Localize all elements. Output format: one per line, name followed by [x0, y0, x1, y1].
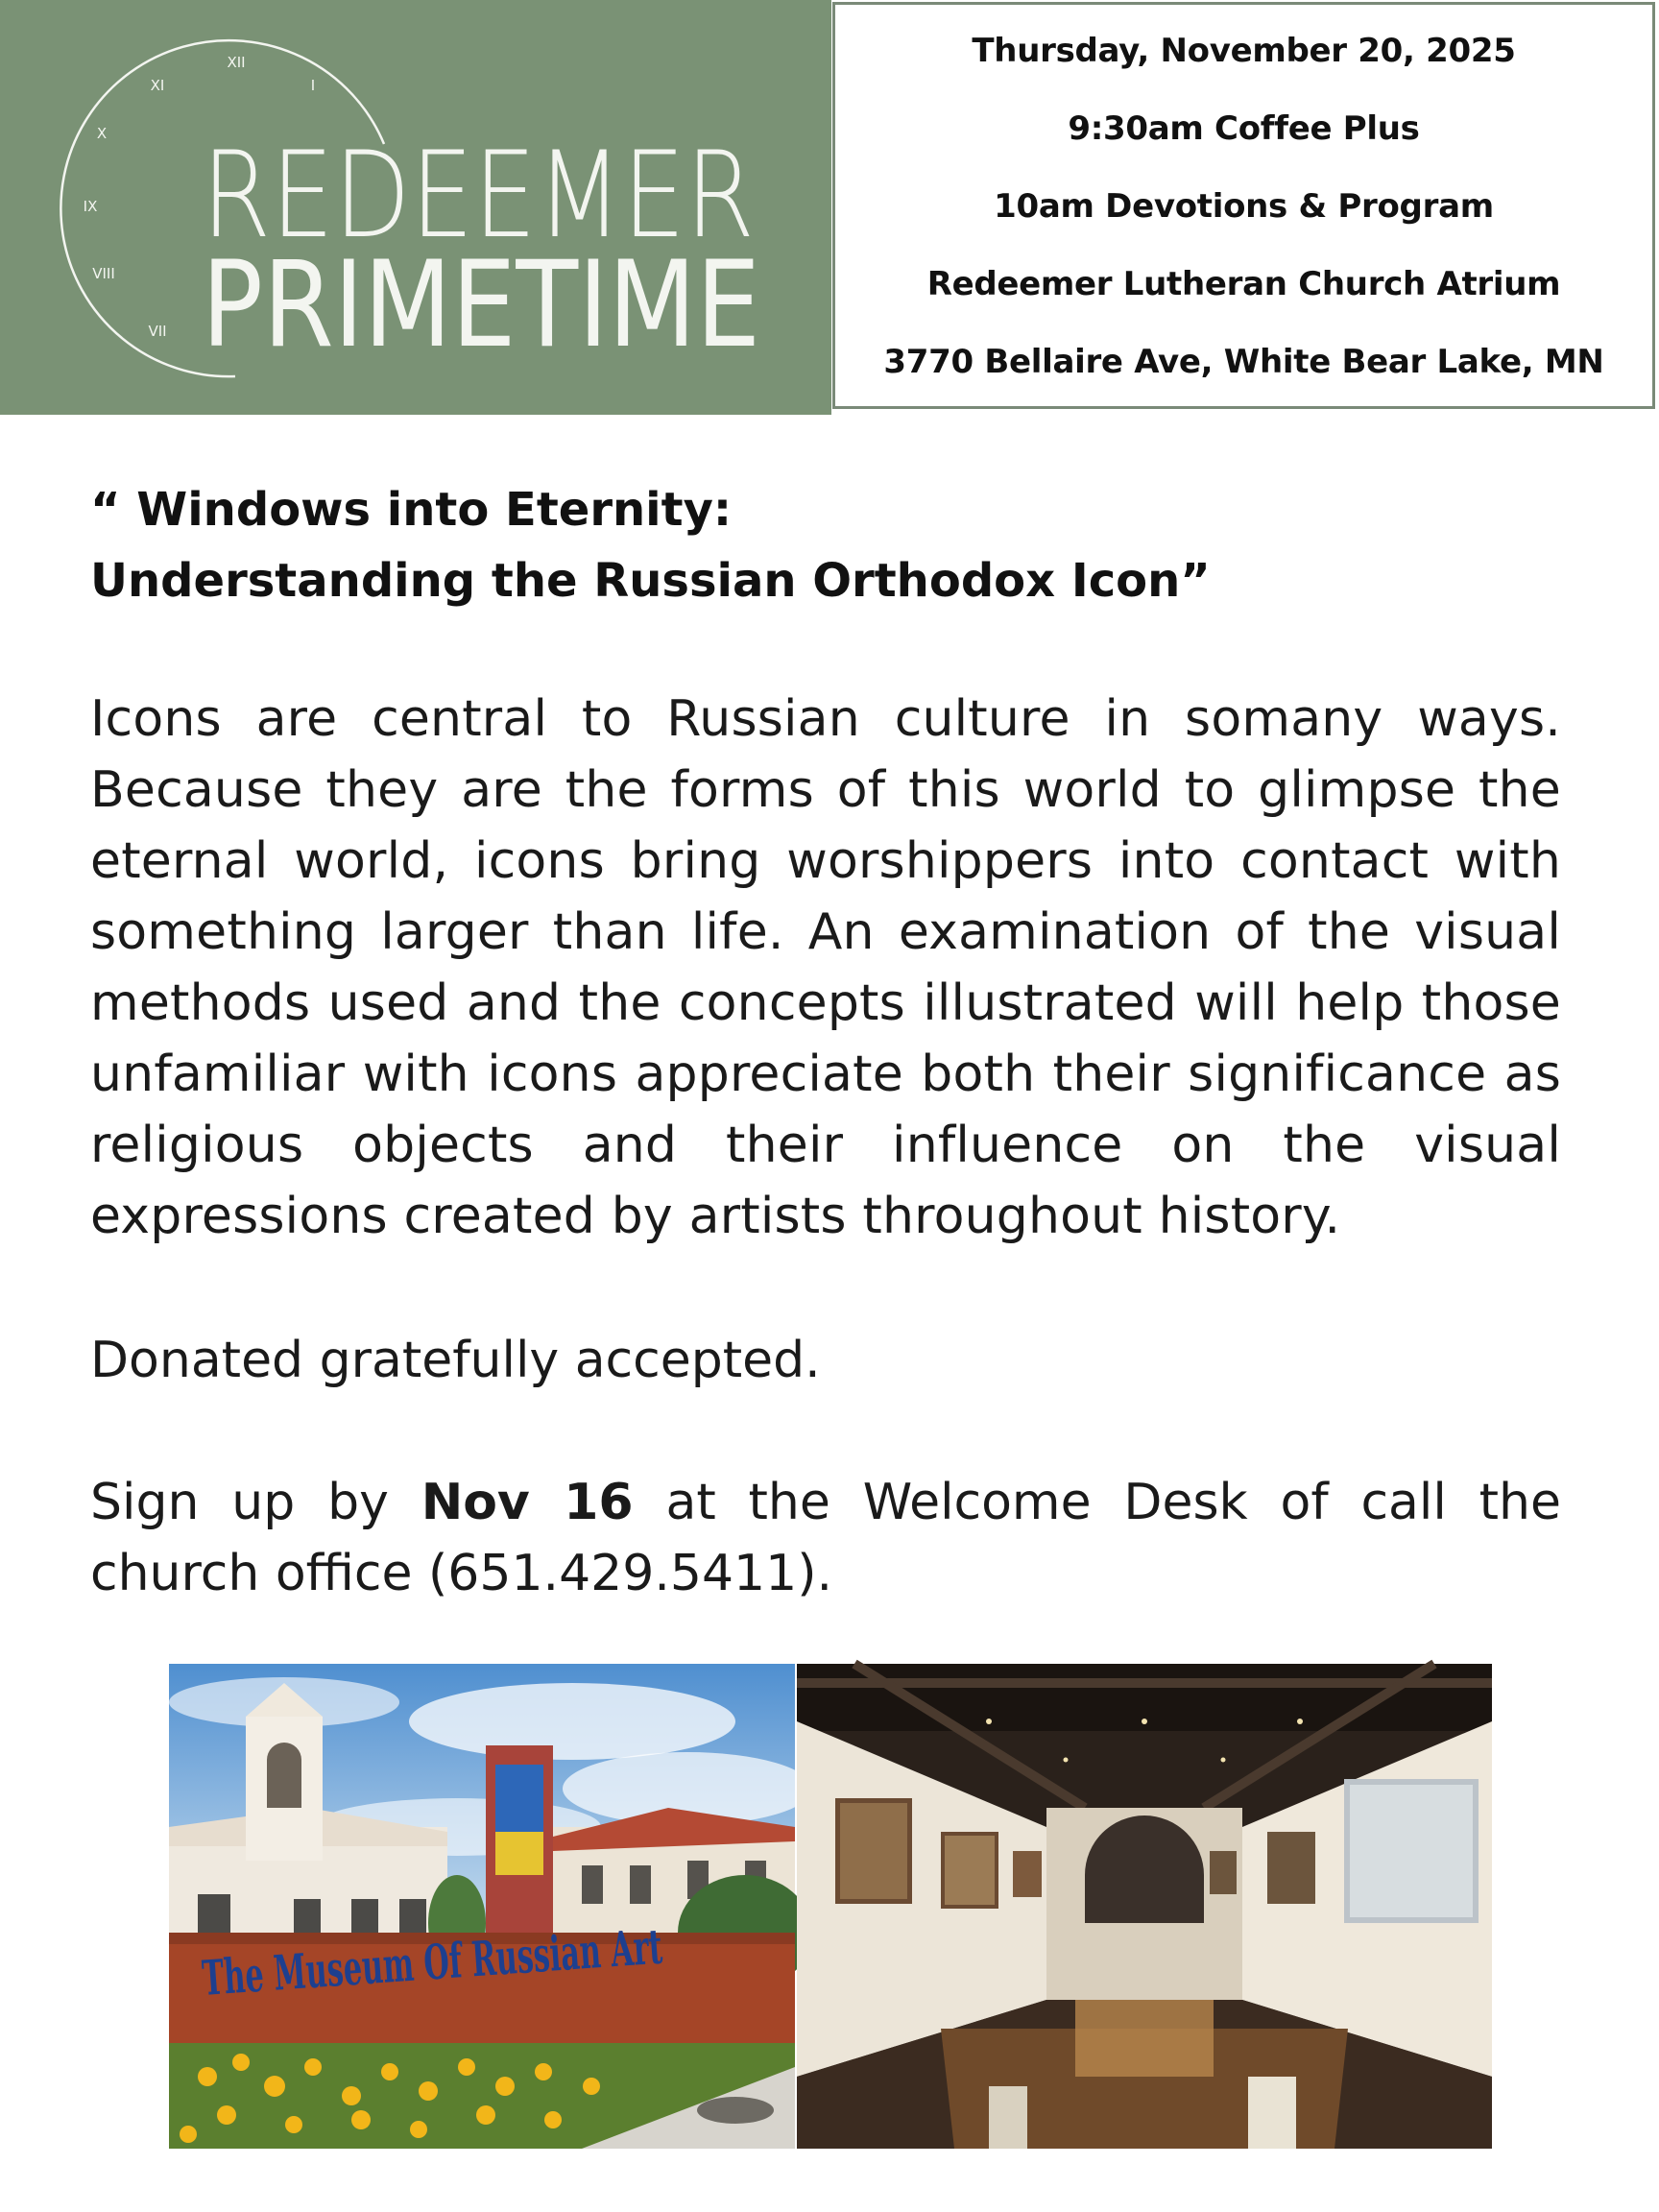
event-date: Thursday, November 20, 2025	[972, 32, 1516, 71]
logo-redeemer-text: REDEEMER	[202, 127, 755, 265]
coffee-time: 9:30am Coffee Plus	[1068, 109, 1420, 149]
event-address: 3770 Bellaire Ave, White Bear Lake, MN	[883, 342, 1604, 381]
program-time: 10am Devotions & Program	[994, 186, 1494, 226]
clock-arc-icon	[0, 0, 831, 415]
event-header	[0, 0, 1659, 415]
numeral-xi: XI	[150, 77, 165, 94]
museum-sign-text: The Museum Of Russian Art	[200, 1896, 963, 2007]
event-location: Redeemer Lutheran Church Atrium	[926, 264, 1561, 303]
numeral-i: I	[310, 77, 316, 94]
event-info-box	[832, 2, 1655, 409]
numeral-vii: VII	[148, 323, 167, 340]
talk-title-line1: “ Windows into Eternity:	[90, 483, 733, 537]
numeral-ix: IX	[83, 198, 98, 215]
signup-note	[90, 1467, 1561, 1609]
numeral-xii: XII	[227, 54, 246, 71]
numeral-viii: VIII	[92, 265, 115, 282]
logo-primetime-text: PRIMETIME	[202, 236, 760, 374]
donation-note: Donated gratefully accepted.	[90, 1332, 821, 1389]
signup-prefix: Sign up by	[90, 1474, 421, 1531]
redeemer-primetime-logo	[0, 0, 831, 415]
talk-title	[90, 474, 1569, 616]
signup-deadline: Nov 16	[421, 1474, 634, 1531]
numeral-x: X	[96, 125, 108, 142]
description-paragraph: Icons are central to Russian culture in somany ways. Because they are the forms of this world to glimpse the eternal world, icons bring worshippers into contact with something larger than life. An examination of the visual methods used and the concepts illustrated will help those unfamiliar with icons appreciate both their significance as religious objects and their influence on the visual expressions created by artists throughout history.	[90, 690, 1561, 1245]
talk-title-line2: Understanding the Russian Orthodox Icon”	[90, 554, 1211, 608]
signup-suffix: at the Welcome Desk of call the church office (651.429.5411).	[90, 1474, 1561, 1602]
talk-description	[90, 684, 1561, 1252]
museum-gallery-photo	[797, 1664, 1492, 2149]
museum-exterior-photo	[169, 1664, 963, 2149]
